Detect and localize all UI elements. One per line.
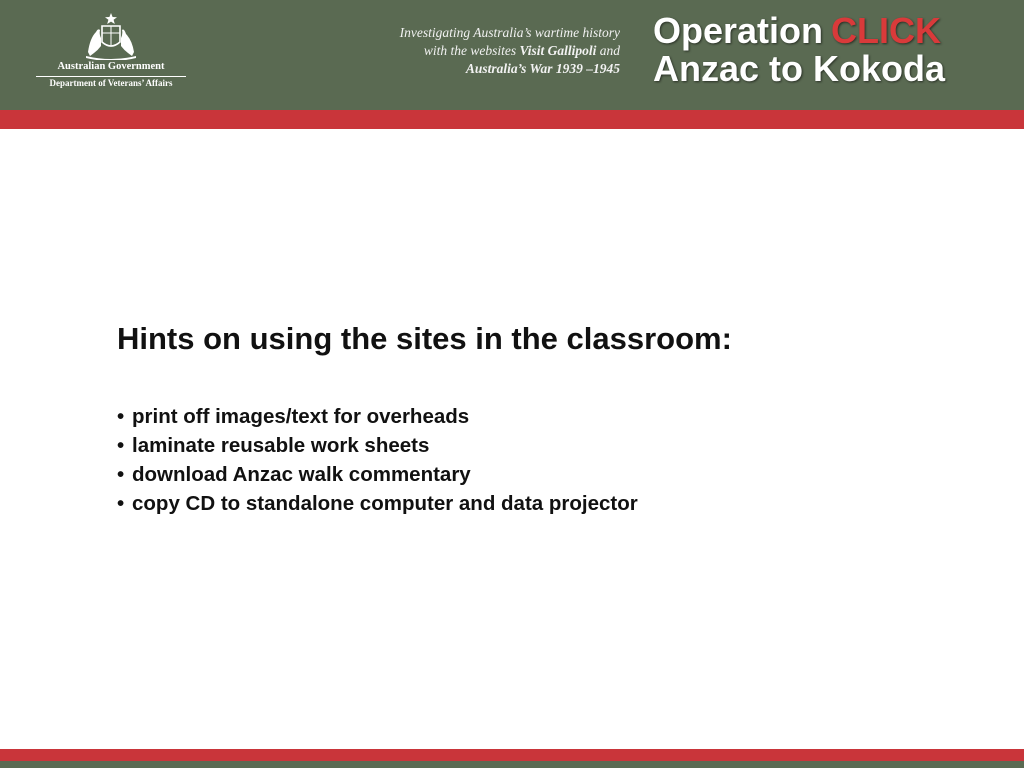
top-accent-bar (0, 110, 1024, 129)
hints-list (117, 402, 937, 518)
government-name: Australian Government (36, 61, 186, 77)
click-word: CLICK (831, 10, 942, 51)
program-title-line-1 (653, 12, 1003, 50)
tagline (320, 24, 620, 78)
bottom-accent-bar (0, 749, 1024, 761)
hint-text: print off images/text for overheads (132, 405, 470, 428)
operation-word: Operation (653, 10, 824, 51)
header-band (0, 0, 1024, 110)
program-title (653, 12, 1003, 88)
bullet-icon: • (117, 405, 125, 428)
list-item (117, 431, 937, 460)
bullet-icon: • (117, 463, 125, 486)
tagline-line-2 (320, 42, 620, 60)
australian-government-logo (36, 12, 186, 94)
department-name: Department of Veterans’ Affairs (49, 78, 173, 88)
australias-war-name: Australia’s War 1939 –1945 (465, 61, 620, 76)
bottom-green-bar (0, 761, 1024, 768)
program-subtitle: Anzac to Kokoda (653, 48, 946, 89)
coat-of-arms-icon (80, 12, 142, 60)
hint-text: download Anzac walk commentary (132, 463, 471, 486)
bullet-icon: • (117, 492, 125, 515)
main-content (117, 318, 937, 518)
hint-text: copy CD to standalone computer and data projector (132, 492, 638, 515)
list-item (117, 489, 937, 518)
visit-gallipoli-name: Visit Gallipoli (519, 43, 597, 58)
hint-text: laminate reusable work sheets (132, 434, 430, 457)
tagline-line-1: Investigating Australia’s wartime history (399, 25, 620, 40)
tagline-line-2-suffix: and (596, 43, 620, 58)
bullet-icon: • (117, 434, 125, 457)
list-item (117, 402, 937, 431)
list-item (117, 460, 937, 489)
page-heading: Hints on using the sites in the classroom: (117, 321, 732, 356)
tagline-line-2-prefix: with the websites (423, 43, 520, 58)
